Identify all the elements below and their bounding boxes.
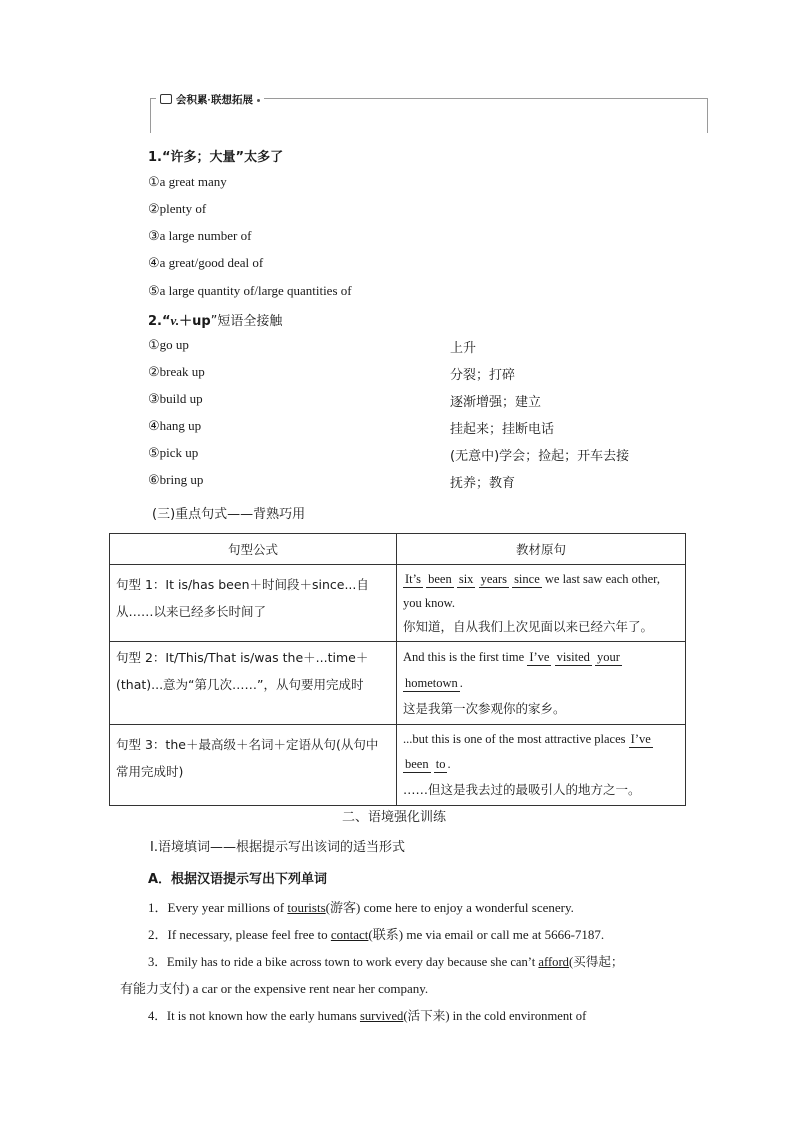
answer-text: afford bbox=[538, 955, 569, 969]
answer-blank: been bbox=[428, 572, 452, 586]
section3-title: (三)重点句式——背熟巧用 bbox=[152, 507, 306, 522]
part2-title: 二、语境强化训练 bbox=[342, 810, 447, 825]
sentence-pattern-table bbox=[109, 533, 686, 806]
section-header-label: 会积累·联想拓展 bbox=[176, 94, 253, 106]
phrase-en: ②break up bbox=[148, 364, 205, 379]
phrase-en: ⑥bring up bbox=[148, 472, 204, 487]
answer-text: tourists bbox=[287, 900, 326, 915]
section2-title-em: v. bbox=[170, 313, 180, 328]
question-3-cont: 有能力支付) a car or the expensive rent near her company. bbox=[120, 981, 429, 996]
phrase-cn: (无意中)学会；捡起；开车去接 bbox=[450, 449, 630, 464]
question-text: 1．Every year millions of bbox=[148, 900, 288, 915]
list-item: ④a great/good deal of bbox=[148, 255, 264, 270]
table-row bbox=[110, 725, 686, 806]
phrase-cn: 逐渐增强；建立 bbox=[450, 395, 542, 410]
section2-title-suffix: ”短语全接触 bbox=[210, 314, 283, 329]
phrase-en: ①go up bbox=[148, 337, 189, 352]
sentence-en: we last saw each other, you know. bbox=[403, 572, 660, 610]
phrase-cn: 挂起来；挂断电话 bbox=[450, 422, 555, 437]
question-2 bbox=[148, 924, 604, 943]
answer-blank: since bbox=[514, 572, 540, 586]
formula-cell: 句型 2：It/This/That is/was the＋...time＋(that)...意为“第几次……”，从句要用完成时 bbox=[110, 642, 397, 725]
section1-title: 1.“许多；大量”太多了 bbox=[148, 150, 284, 165]
phrase-en: ③build up bbox=[148, 391, 203, 406]
answer-blank: hometown bbox=[405, 676, 458, 690]
answer-blank: been bbox=[405, 757, 429, 771]
answer-blank: visited bbox=[556, 650, 590, 664]
answer-blank: I’ve bbox=[529, 650, 550, 664]
sentence-cell bbox=[397, 642, 686, 725]
sentence-cell bbox=[397, 565, 686, 642]
question-1 bbox=[148, 897, 574, 916]
answer-blank: six bbox=[458, 572, 474, 586]
answer-text: survived bbox=[359, 1009, 404, 1023]
sentence-en-end: . bbox=[459, 676, 463, 690]
phrase-cn: 抚养；教育 bbox=[450, 476, 516, 491]
phrase-cn: 分裂；打碎 bbox=[450, 368, 516, 383]
sentence-en: And this is the first time bbox=[403, 650, 528, 664]
question-text: (游客) come here to enjoy a wonderful scenery. bbox=[325, 900, 574, 915]
section2-title-mid: ＋up bbox=[179, 314, 211, 329]
table-row bbox=[110, 642, 686, 725]
question-text: (买得起； bbox=[568, 955, 624, 969]
sentence-cn: 你知道，自从我们上次见面以来已经六年了。 bbox=[403, 619, 654, 634]
dot-icon bbox=[257, 99, 260, 102]
exercise-instruction: Ⅰ.语境填词——根据提示写出该词的适当形式 bbox=[150, 840, 405, 855]
table-header: 句型公式 bbox=[110, 534, 397, 565]
answer-blank: I’ve bbox=[630, 732, 651, 746]
phrase-en: ⑤pick up bbox=[148, 445, 199, 460]
question-text: (联系) me via email or call me at 5666-7187. bbox=[368, 927, 605, 942]
list-item: ②plenty of bbox=[148, 201, 207, 216]
answer-blank: your bbox=[597, 650, 620, 664]
formula-cell: 句型 1：It is/has been＋时间段＋since...自从……以来已经多长时间了 bbox=[110, 565, 397, 642]
answer-blank: It’s bbox=[405, 572, 421, 586]
sentence-en-end: . bbox=[447, 757, 451, 771]
sentence-cn: 这是我第一次参观你的家乡。 bbox=[403, 701, 566, 716]
sentence-en: ...but this is one of the most attractive places bbox=[403, 732, 629, 746]
question-text: 3．Emily has to ride a bike across town to work every day because she can’t bbox=[148, 955, 539, 969]
sentence-cell bbox=[397, 725, 686, 806]
section2-title bbox=[148, 310, 282, 329]
answer-text: contact bbox=[330, 927, 369, 942]
phrase-en: ④hang up bbox=[148, 418, 202, 433]
question-3 bbox=[148, 951, 624, 970]
section2-title-prefix: 2.“ bbox=[148, 314, 171, 329]
answer-blank: to bbox=[435, 757, 446, 771]
table-row bbox=[110, 565, 686, 642]
table-header-row bbox=[110, 534, 686, 565]
phrase-cn: 上升 bbox=[450, 341, 477, 356]
list-item: ①a great many bbox=[148, 174, 227, 189]
formula-cell: 句型 3：the＋最高级＋名词＋定语从句(从句中常用完成时) bbox=[110, 725, 397, 806]
section-header bbox=[156, 92, 264, 107]
question-4 bbox=[148, 1005, 586, 1024]
table-header: 教材原句 bbox=[397, 534, 686, 565]
question-text: (活下来) in the cold environment of bbox=[403, 1009, 587, 1023]
sentence-cn: ……但这是我去过的最吸引人的地方之一。 bbox=[403, 782, 641, 797]
question-text: 2．If necessary, please feel free to bbox=[148, 927, 331, 942]
exercise-subtitle: A．根据汉语提示写出下列单词 bbox=[148, 872, 328, 887]
answer-blank: years bbox=[480, 572, 507, 586]
book-icon bbox=[160, 94, 172, 104]
question-text: 4．It is not known how the early humans bbox=[148, 1009, 360, 1023]
list-item: ③a large number of bbox=[148, 228, 252, 243]
list-item: ⑤a large quantity of/large quantities of bbox=[148, 283, 352, 298]
